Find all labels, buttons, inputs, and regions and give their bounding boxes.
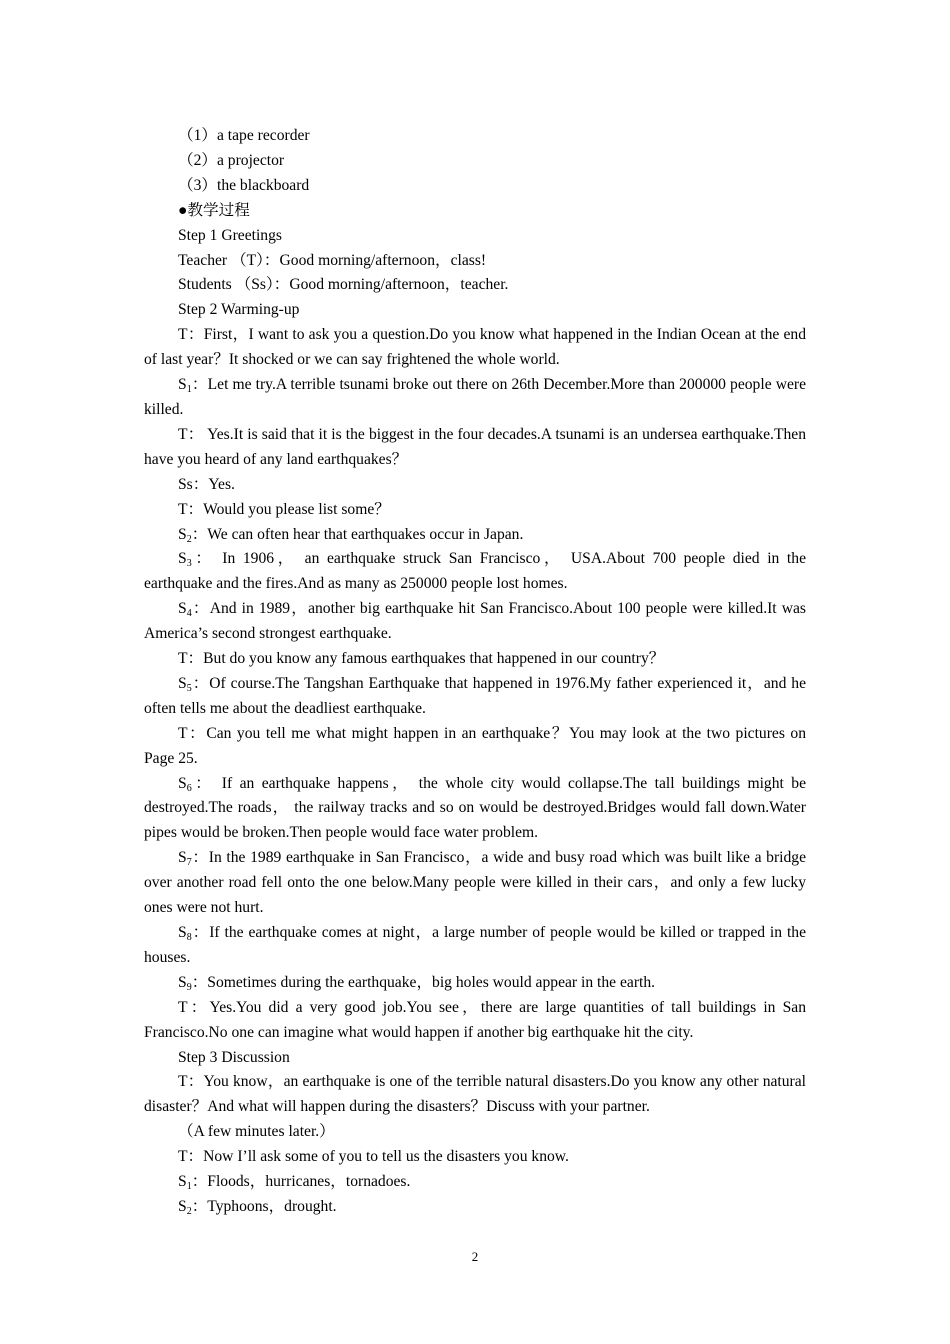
dialogue-text: ：And in 1989，another big earthquake hit San Francisco.About 100 people were killed.It was America’s second strongest earthquake. [144, 600, 806, 643]
dialogue-line [144, 971, 806, 996]
speaker-label: T [178, 500, 188, 518]
speaker-label: S [178, 1173, 187, 1191]
speaker-label: S [178, 550, 187, 568]
section-heading: ●教学过程 [178, 201, 250, 219]
step1-line: Teacher （T）：Good morning/afternoon，class! [178, 251, 487, 269]
speaker-index: 8 [186, 932, 192, 943]
dialogue-line [144, 921, 806, 971]
material-item: （2）a projector [178, 151, 285, 169]
dialogue-line [144, 1170, 806, 1195]
speaker-label: S [178, 774, 187, 792]
step1-line: Students （Ss）：Good morning/afternoon，teacher. [178, 276, 509, 294]
dialogue-line [144, 1195, 806, 1220]
material-item: （1）a tape recorder [178, 127, 310, 144]
dialogue-line [144, 597, 806, 647]
dialogue-line [144, 647, 806, 672]
dialogue-text: ：Yes. [192, 475, 235, 493]
dialogue-line [144, 498, 806, 523]
speaker-label: T [178, 724, 188, 742]
page-number: 2 [471, 1249, 479, 1264]
dialogue-line [144, 473, 806, 498]
speaker-index: 1 [186, 384, 192, 396]
speaker-label: Ss [178, 475, 193, 493]
dialogue-text: ：If the earthquake comes at night，a large number of people would be killed or trapped in the houses. [144, 924, 806, 966]
dialogue-text: ：Sometimes during the earthquake，big holes would appear in the earth. [191, 973, 656, 991]
step2-title: Step 2 Warming-up [178, 301, 300, 319]
speaker-index: 2 [186, 1205, 192, 1217]
dialogue-text: ：Of course.The Tangshan Earthquake that happened in 1976.My father experienced it，and he often tells me about the deadliest earthquake. [144, 674, 806, 717]
speaker-label: S [178, 973, 187, 991]
dialogue-line [144, 523, 806, 548]
dialogue-text: ： If an earthquake happens， the whole city would collapse.The tall buildings might be destroyed.The roads， the railway tracks and so on would be destroyed.Bridges would fall down.Water pipes would be broken.Then people would face water problem. [144, 774, 806, 842]
dialogue-text: （A few minutes later.） [178, 1123, 335, 1141]
dialogue-line [144, 672, 806, 722]
speaker-index: 6 [186, 782, 192, 794]
speaker-index: 3 [186, 558, 192, 570]
dialogue-line [144, 1145, 806, 1170]
dialogue-line [144, 323, 806, 373]
speaker-index: 2 [186, 533, 192, 545]
speaker-label: S [178, 1197, 187, 1215]
dialogue-line [144, 1120, 806, 1145]
speaker-label: S [178, 600, 187, 618]
speaker-label: T [178, 326, 188, 344]
speaker-label: S [178, 849, 187, 867]
dialogue-text: ：You know，an earthquake is one of the terrible natural disasters.Do you know any other natural disaster？And what will happen during the disasters？Discuss with your partner. [144, 1073, 806, 1116]
dialogue-line [144, 996, 806, 1046]
dialogue-text: ：Can you tell me what might happen in an earthquake？You may look at the two pictures on Page 25. [144, 724, 806, 767]
dialogue-text: ：First，I want to ask you a question.Do you know what happened in the Indian Ocean at the end of last year？It shocked or we can say frightened the whole world. [144, 326, 806, 369]
dialogue-line [144, 423, 806, 473]
dialogue-text: ：Typhoons，drought. [191, 1197, 337, 1215]
dialogue-text: ：In the 1989 earthquake in San Francisco，a wide and busy road which was built like a bridge over another road fell onto the one below.Many people were killed in their cars，and only a few lucky ones were not hurt. [144, 849, 806, 917]
speaker-label: S [178, 376, 187, 394]
speaker-label: T [178, 1073, 188, 1091]
dialogue-text: ：Now I’ll ask some of you to tell us the disasters you know. [187, 1148, 569, 1166]
step2-dialogue [144, 323, 806, 1045]
dialogue-line [144, 547, 806, 597]
speaker-label: T [178, 650, 188, 668]
dialogue-line [144, 1070, 806, 1120]
dialogue-text: ： Yes.It is said that it is the biggest in the four decades.A tsunami is an undersea earthquake.Then have you heard of any land earthquakes？ [144, 425, 806, 468]
dialogue-text: ： In 1906， an earthquake struck San Francisco， USA.About 700 people died in the earthquake and the fires.And as many as 250000 people lost homes. [144, 550, 806, 593]
dialogue-text: ：We can often hear that earthquakes occur in Japan. [191, 525, 524, 543]
dialogue-line [144, 722, 806, 772]
dialogue-line [144, 373, 806, 423]
speaker-label: T [178, 1148, 188, 1166]
speaker-label: S [178, 674, 187, 692]
dialogue-line [144, 772, 806, 847]
dialogue-line [144, 846, 806, 921]
material-item: （3）the blackboard [178, 176, 310, 194]
step3-dialogue [144, 1070, 806, 1219]
speaker-index: 7 [186, 857, 192, 869]
speaker-index: 9 [186, 981, 192, 993]
step3-title: Step 3 Discussion [178, 1048, 290, 1066]
document-body [144, 124, 806, 1220]
speaker-label: S [178, 924, 187, 941]
dialogue-text: ：Let me try.A terrible tsunami broke out there on 26th December.More than 200000 people were killed. [144, 376, 806, 418]
dialogue-text: ：Would you please list some？ [187, 500, 390, 518]
dialogue-text: ：Yes.You did a very good job.You see，there are large quantities of tall buildings in San Francisco.No one can imagine what would happen if another big earthquake hit the city. [144, 998, 806, 1041]
speaker-index: 4 [186, 608, 192, 620]
dialogue-text: ：But do you know any famous earthquakes that happened in our country？ [187, 650, 665, 668]
speaker-label: S [178, 525, 187, 543]
speaker-label: T [178, 425, 188, 443]
speaker-index: 5 [186, 682, 192, 694]
speaker-label: T [178, 998, 188, 1016]
dialogue-text: ：Floods，hurricanes，tornadoes. [191, 1173, 411, 1191]
speaker-index: 1 [186, 1181, 192, 1193]
step1-title: Step 1 Greetings [178, 226, 282, 244]
